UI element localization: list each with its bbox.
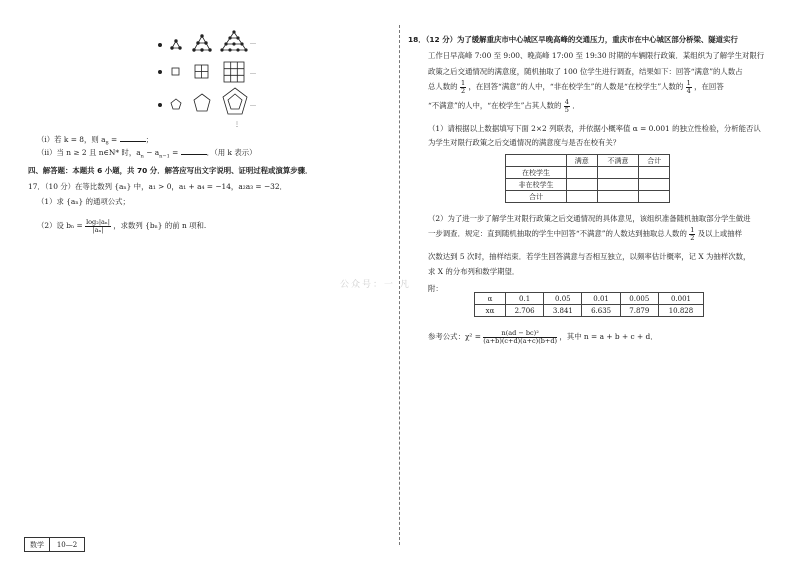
table-row: 满意 不满意 合计 [506,155,670,167]
table-cell-input[interactable] [639,191,670,203]
footer-page-number: 10—2 [56,540,78,549]
q18-line-5: “不满意”的人中，“在校学生”占其人数的 $\frac{4}{5}$ ． [428,97,580,114]
table-row: xα 2.706 3.841 6.635 7.879 10.828 [475,305,704,317]
table-cell-input[interactable] [639,179,670,191]
table-row: 在校学生 [506,167,670,179]
svg-text:⋮: ⋮ [234,121,240,128]
svg-text:…: … [250,39,256,46]
q18-line-3: 政策之后交通情况的满意度，随机抽取了 100 位学生进行调查，结果如下：回答“满意”的人数占 [428,67,743,76]
q18-part-2-line-2: 一步调查．规定：直到随机抽取的学生中回答“不满意”的人数达到抽取总人数的 $\frac{1}{2}$ 及以上或抽样 [428,225,743,242]
table-cell-input[interactable] [597,167,639,179]
q17-part-1: （1）求 {aₙ} 的通项公式； [37,197,130,206]
table-cell-input[interactable] [567,179,598,191]
q16-part-ii: （ii）当 n ≥ 2 且 n∈N* 时，$a_n - a_{n-1}$ = ．（用 k 表示） [37,148,257,160]
q18-part-1-line-2: 为学生对限行政策之后交通情况的满意度与是否在校有关？ [428,138,621,147]
page-footer [24,537,85,552]
q18-part-1-line-1: （1）请根据以上数据填写下面 2×2 列联表，并依据小概率值 α = 0.001 的独立性检验，分析能否认 [428,124,761,133]
q18-line-1: 18．（12 分）为了缓解重庆市中心城区早晚高峰的交通压力，重庆市在中心城区部分桥梁、隧道实行 [408,35,738,44]
reference-formula: 参考公式：χ² = $\frac{\text{n(ad − bc)²}}{(a+b)(c+d)(a+c)(b+d)}$ ，其中 n = a + b + c + d． [428,328,658,345]
q17-part-2: （2）设 bₙ = $\frac{\text{log₂|aₙ|}}{\text{|aₙ|}}$ ，求数列 {bₙ} 的前 n 项和. [37,217,207,234]
polygon-dot-figure [150,30,270,130]
svg-text:…: … [250,101,256,108]
table-cell-input[interactable] [597,191,639,203]
table-cell-input[interactable] [567,191,598,203]
appendix-label: 附： [428,284,443,293]
section-heading: 四、解答题：本题共 6 小题，共 70 分．解答应写出文字说明、证明过程或演算步骤． [28,166,313,175]
answer-blank[interactable] [120,134,146,142]
q18-part-2-line-3: 次数达到 5 次时，抽样结束．若学生回答满意与否相互独立，以频率估计概率，记 X 为抽样次数， [428,252,751,261]
table-row: 合计 [506,191,670,203]
q18-part-2-line-1: （2）为了进一步了解学生对限行政策之后交通情况的具体意见，该组织准备随机抽取部分学生做进 [428,214,751,223]
table-row: 非在校学生 [506,179,670,191]
table-cell-input[interactable] [639,167,670,179]
table-cell-input[interactable] [567,167,598,179]
contingency-table [505,154,670,203]
q18-line-4: 总人数的 $\frac{1}{2}$ ，在回答“满意”的人中，“非在校学生”的人数是“在校学生”人数的 $\frac{1}{4}$ ，在回答 [428,78,724,95]
table-cell-input[interactable] [597,179,639,191]
answer-blank[interactable] [181,147,207,155]
q18-line-2: 工作日早高峰 7:00 至 9:00、晚高峰 17:00 至 19:30 时期的车辆限行政策．某组织为了解学生对限行 [428,51,765,60]
q18-part-2-line-4: 求 X 的分布列和数学期望． [428,267,520,276]
q17-stem: 17．（10 分）在等比数列 {aₙ} 中，a₁ > 0，a₁ + a₄ = −14，a₂a₃ = −32． [28,182,287,191]
watermark: 公众号：一 凡 [340,280,411,290]
svg-text:…: … [250,69,256,76]
critical-value-table [474,292,704,317]
q16-part-i: （i）若 k = 8，则 $a_8$ = ； [37,135,153,147]
table-row: α 0.1 0.05 0.01 0.005 0.001 [475,293,704,305]
footer-subject: 数学 [25,538,50,551]
